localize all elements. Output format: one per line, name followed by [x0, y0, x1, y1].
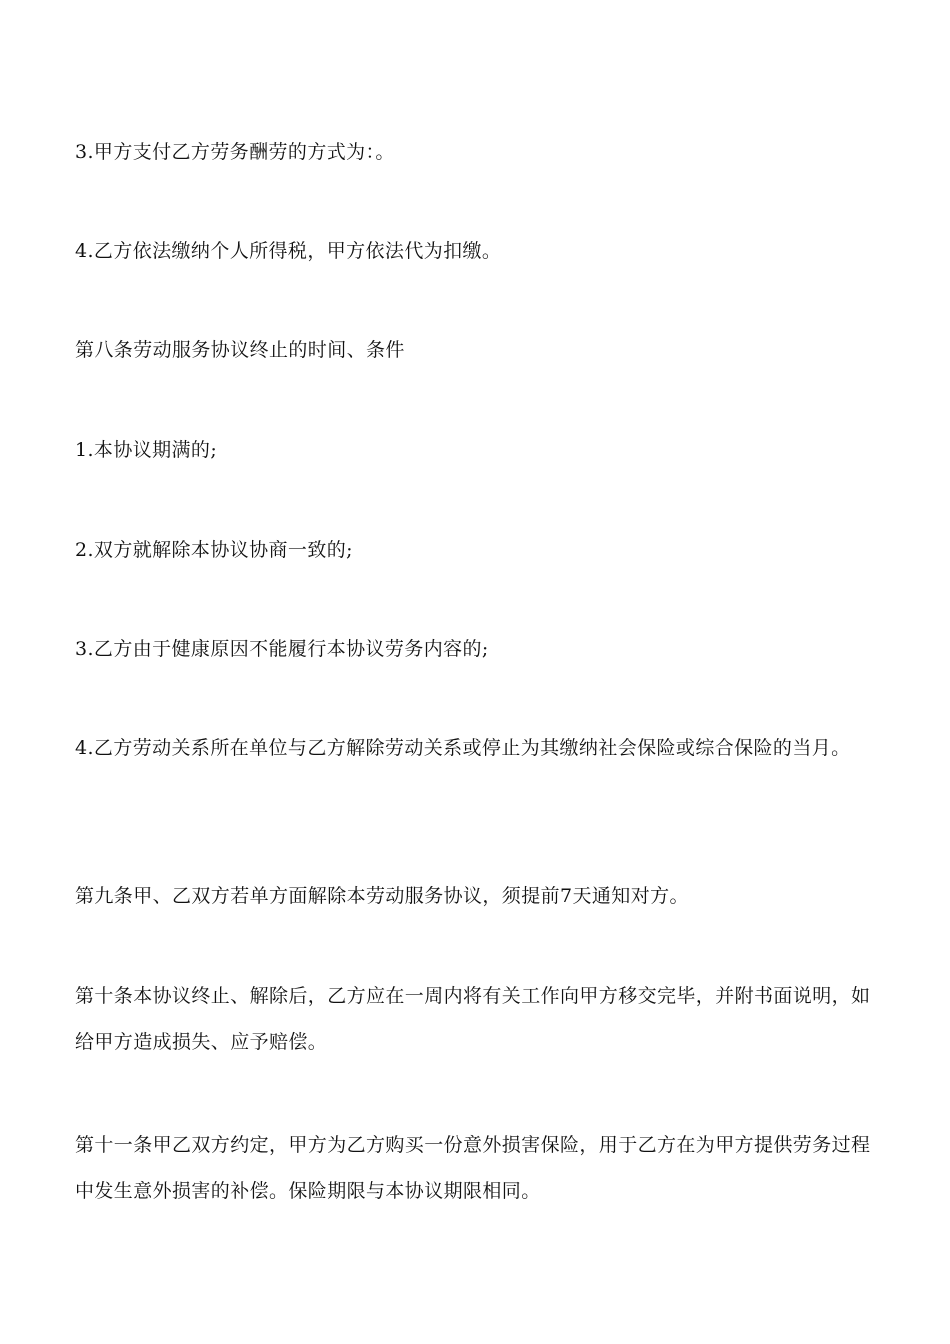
clause-11: 第十一条甲乙双方约定，甲方为乙方购买一份意外损害保险，用于乙方在为甲方提供劳务过程中发生意外损害的补偿。保险期限与本协议期限相同。 [75, 1134, 871, 1202]
clause-8-item-4: 4.乙方劳动关系所在单位与乙方解除劳动关系或停止为其缴纳社会保险或综合保险的当月。 [75, 737, 851, 759]
clause-8-item-1: 1.本协议期满的; [75, 439, 218, 461]
clause-8-heading: 第八条劳动服务协议终止的时间、条件 [75, 339, 405, 361]
clause-8-item-2: 2.双方就解除本协议协商一致的; [75, 539, 353, 561]
clause-8-item-3: 3.乙方由于健康原因不能履行本协议劳务内容的; [75, 638, 489, 660]
clause-7-item-3: 3.甲方支付乙方劳务酬劳的方式为：。 [75, 141, 395, 163]
clause-7-item-4: 4.乙方依法缴纳个人所得税，甲方依法代为扣缴。 [75, 240, 502, 262]
clause-9: 第九条甲、乙双方若单方面解除本劳动服务协议，须提前7天通知对方。 [75, 885, 689, 907]
clause-10: 第十条本协议终止、解除后，乙方应在一周内将有关工作向甲方移交完毕，并附书面说明，如给甲方造成损失、应予赔偿。 [75, 985, 871, 1053]
